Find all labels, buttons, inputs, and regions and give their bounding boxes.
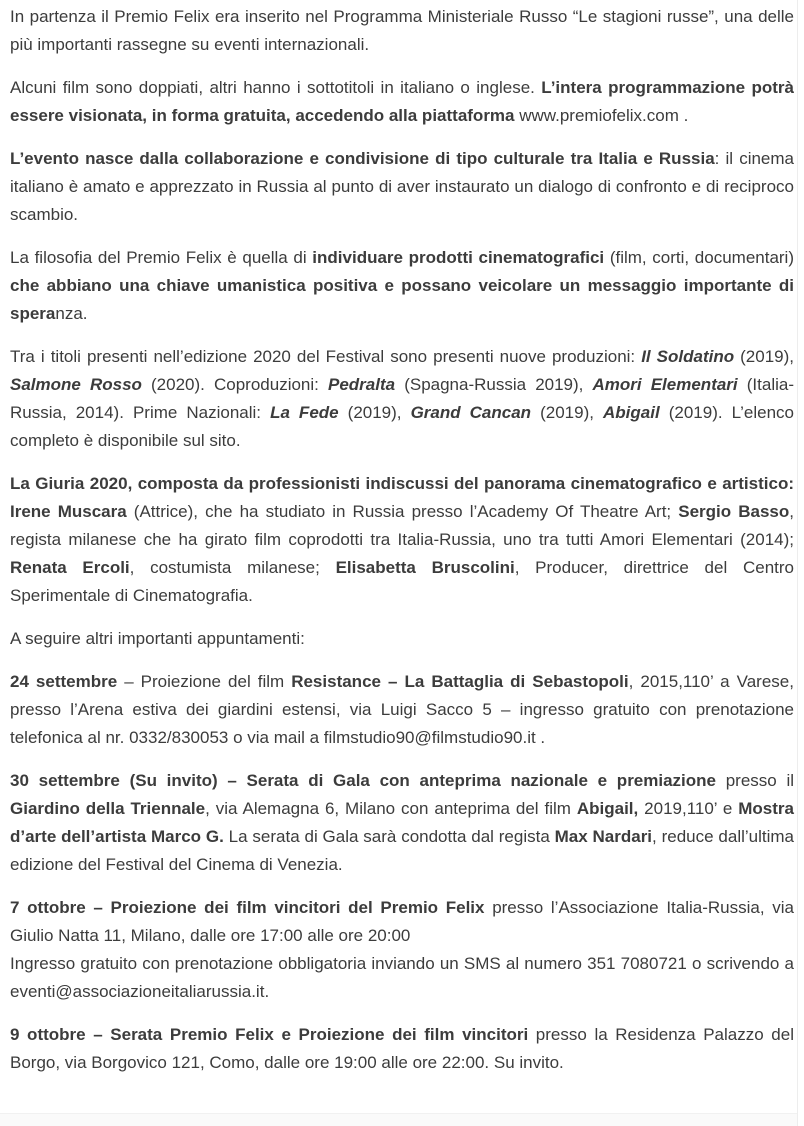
- paragraph-piattaforma: [10, 74, 794, 130]
- paragraph-collaborazione: [10, 145, 794, 229]
- text-run: presso l’Associazione Italia-Russia, via Giulio Natta 11, Milano, dalle ore 17:00 alle ore 20:00: [10, 898, 794, 945]
- text-run: presso la Residenza Palazzo del Borgo, via Borgovico 121, Como, dalle ore 19:00 alle ore 22:00. Su invito.: [10, 1025, 794, 1072]
- section-divider: [0, 1113, 797, 1126]
- phone-number: 351 7080721: [587, 954, 687, 973]
- text-run: In partenza il Premio Felix era inserito nel Programma Ministeriale Russo “Le stagioni russe”, una delle più importanti rassegne su eventi internazionali.: [10, 7, 794, 54]
- text-run: L’evento nasce dalla collaborazione e condivisione di tipo culturale tra Italia e Russia: [10, 149, 715, 168]
- film-title: Abigail: [603, 403, 660, 422]
- exhibition-title: Mostra d’arte dell’artista Marco G.: [10, 799, 794, 846]
- film-title: Pedralta: [328, 375, 396, 394]
- text-run: .: [535, 728, 546, 747]
- text-run: Tra i titoli presenti nell’edizione 2020 del Festival sono presenti nuove produzioni:: [10, 347, 642, 366]
- text-run: o scrivendo a: [686, 954, 794, 973]
- text-run: , via Alemagna 6, Milano con anteprima del film: [205, 799, 577, 818]
- website-url: www.premiofelix.com: [519, 106, 679, 125]
- text-run: L’intera programmazione potrà essere visionata, in forma gratuita, accedendo alla piattaforma: [10, 78, 794, 125]
- film-title: Resistance – La Battaglia di Sebastopoli: [291, 672, 629, 691]
- text-run: o via mail a: [228, 728, 324, 747]
- text-run: (Italia-Russia, 2014). Prime Nazionali:: [10, 375, 794, 422]
- text-run: .: [678, 106, 689, 125]
- event-24-settembre: [10, 668, 794, 752]
- jury-member-name: Elisabetta Bruscolini: [335, 558, 515, 577]
- paragraph-titoli-2020: [10, 343, 794, 455]
- film-title: Abigail,: [576, 799, 639, 818]
- text-run: (2020). Coproduzioni:: [141, 375, 328, 394]
- film-title: Amori Elementari: [592, 375, 738, 394]
- text-run: (2019),: [531, 403, 604, 422]
- film-title: Il Soldatino: [641, 347, 735, 366]
- event-date: 24 settembre: [10, 672, 118, 691]
- film-title: Salmone Rosso: [10, 375, 142, 394]
- text-run: nza.: [55, 304, 88, 323]
- text-run: (2019),: [338, 403, 411, 422]
- jury-member-name: Sergio Basso: [678, 502, 790, 521]
- jury-intro-and-member: La Giuria 2020, composta da professionisti indiscussi del panorama cinematografico e artistico: Irene Muscara: [10, 474, 794, 521]
- text-run: (2019). L’elenco completo è disponibile sul sito.: [10, 403, 795, 450]
- text-run: (Spagna-Russia 2019),: [395, 375, 593, 394]
- text-run: : il cinema italiano è amato e apprezzato in Russia al punto di aver instaurato un dialogo di confronto e di reciproco scambio.: [10, 149, 794, 224]
- text-run: individuare prodotti cinematografici: [312, 248, 605, 267]
- content-right-border: [797, 0, 798, 1126]
- text-run: La serata di Gala sarà condotta dal regista: [223, 827, 555, 846]
- article-body: [10, 3, 794, 1092]
- text-run: , reduce dall’ultima edizione del Festival del Cinema di Venezia.: [10, 827, 794, 874]
- paragraph-filosofia: [10, 244, 794, 328]
- director-name: Max Nardari: [554, 827, 653, 846]
- text-run: presso il: [716, 771, 794, 790]
- text-run: (2019),: [734, 347, 795, 366]
- phone-number: 0332/830053: [129, 728, 229, 747]
- event-9-ottobre: [10, 1021, 794, 1077]
- event-title: 9 ottobre – Serata Premio Felix e Proiezione dei film vincitori: [10, 1025, 529, 1044]
- text-run: – Proiezione del film: [117, 672, 292, 691]
- text-run: Alcuni film sono doppiati, altri hanno i sottotitoli in italiano o inglese.: [10, 78, 542, 97]
- text-run: , regista milanese che ha girato film coprodotti tra Italia-Russia, uno tra tutti Amori Elementari (2014);: [10, 502, 794, 549]
- text-run: A seguire altri importanti appuntamenti:: [10, 629, 305, 648]
- text-run: Ingresso gratuito con prenotazione obbligatoria inviando un SMS al numero: [10, 954, 588, 973]
- film-title: La Fede: [270, 403, 339, 422]
- text-run: , 2015,110’ a Varese, presso l’Arena estiva dei giardini estensi, via Luigi Sacco 5 – ingresso gratuito con prenotazione telefonica al nr.: [10, 672, 794, 747]
- email-address: filmstudio90@filmstudio90.it: [323, 728, 536, 747]
- paragraph-appuntamenti: [10, 625, 794, 653]
- film-title: Grand Cancan: [410, 403, 532, 422]
- text-run: , Producer, direttrice del Centro Sperimentale di Cinematografia.: [10, 558, 794, 605]
- event-title: 7 ottobre – Proiezione dei film vincitori del Premio Felix: [10, 898, 485, 917]
- jury-member-name: Renata Ercoli: [10, 558, 130, 577]
- event-7-ottobre: [10, 894, 794, 1006]
- text-run: .: [264, 982, 270, 1001]
- text-run: (Attrice), che ha studiato in Russia presso l’Academy Of Theatre Art;: [126, 502, 679, 521]
- event-30-settembre: [10, 767, 794, 879]
- paragraph-giuria-2020: [10, 470, 794, 610]
- text-run: La filosofia del Premio Felix è quella di: [10, 248, 313, 267]
- paragraph-stagioni-russe: [10, 3, 794, 59]
- text-run: (film, corti, documentari): [604, 248, 794, 267]
- email-address: eventi@associazioneitaliarussia.it: [10, 982, 265, 1001]
- event-title: 30 settembre (Su invito) – Serata di Gala con anteprima nazionale e premiazione: [10, 771, 716, 790]
- text-run: , costumista milanese;: [129, 558, 336, 577]
- venue-name: Giardino della Triennale: [10, 799, 206, 818]
- text-run: che abbiano una chiave umanistica positiva e possano veicolare un messaggio importante di spera: [10, 276, 794, 323]
- text-run: 2019,110’ e: [638, 799, 739, 818]
